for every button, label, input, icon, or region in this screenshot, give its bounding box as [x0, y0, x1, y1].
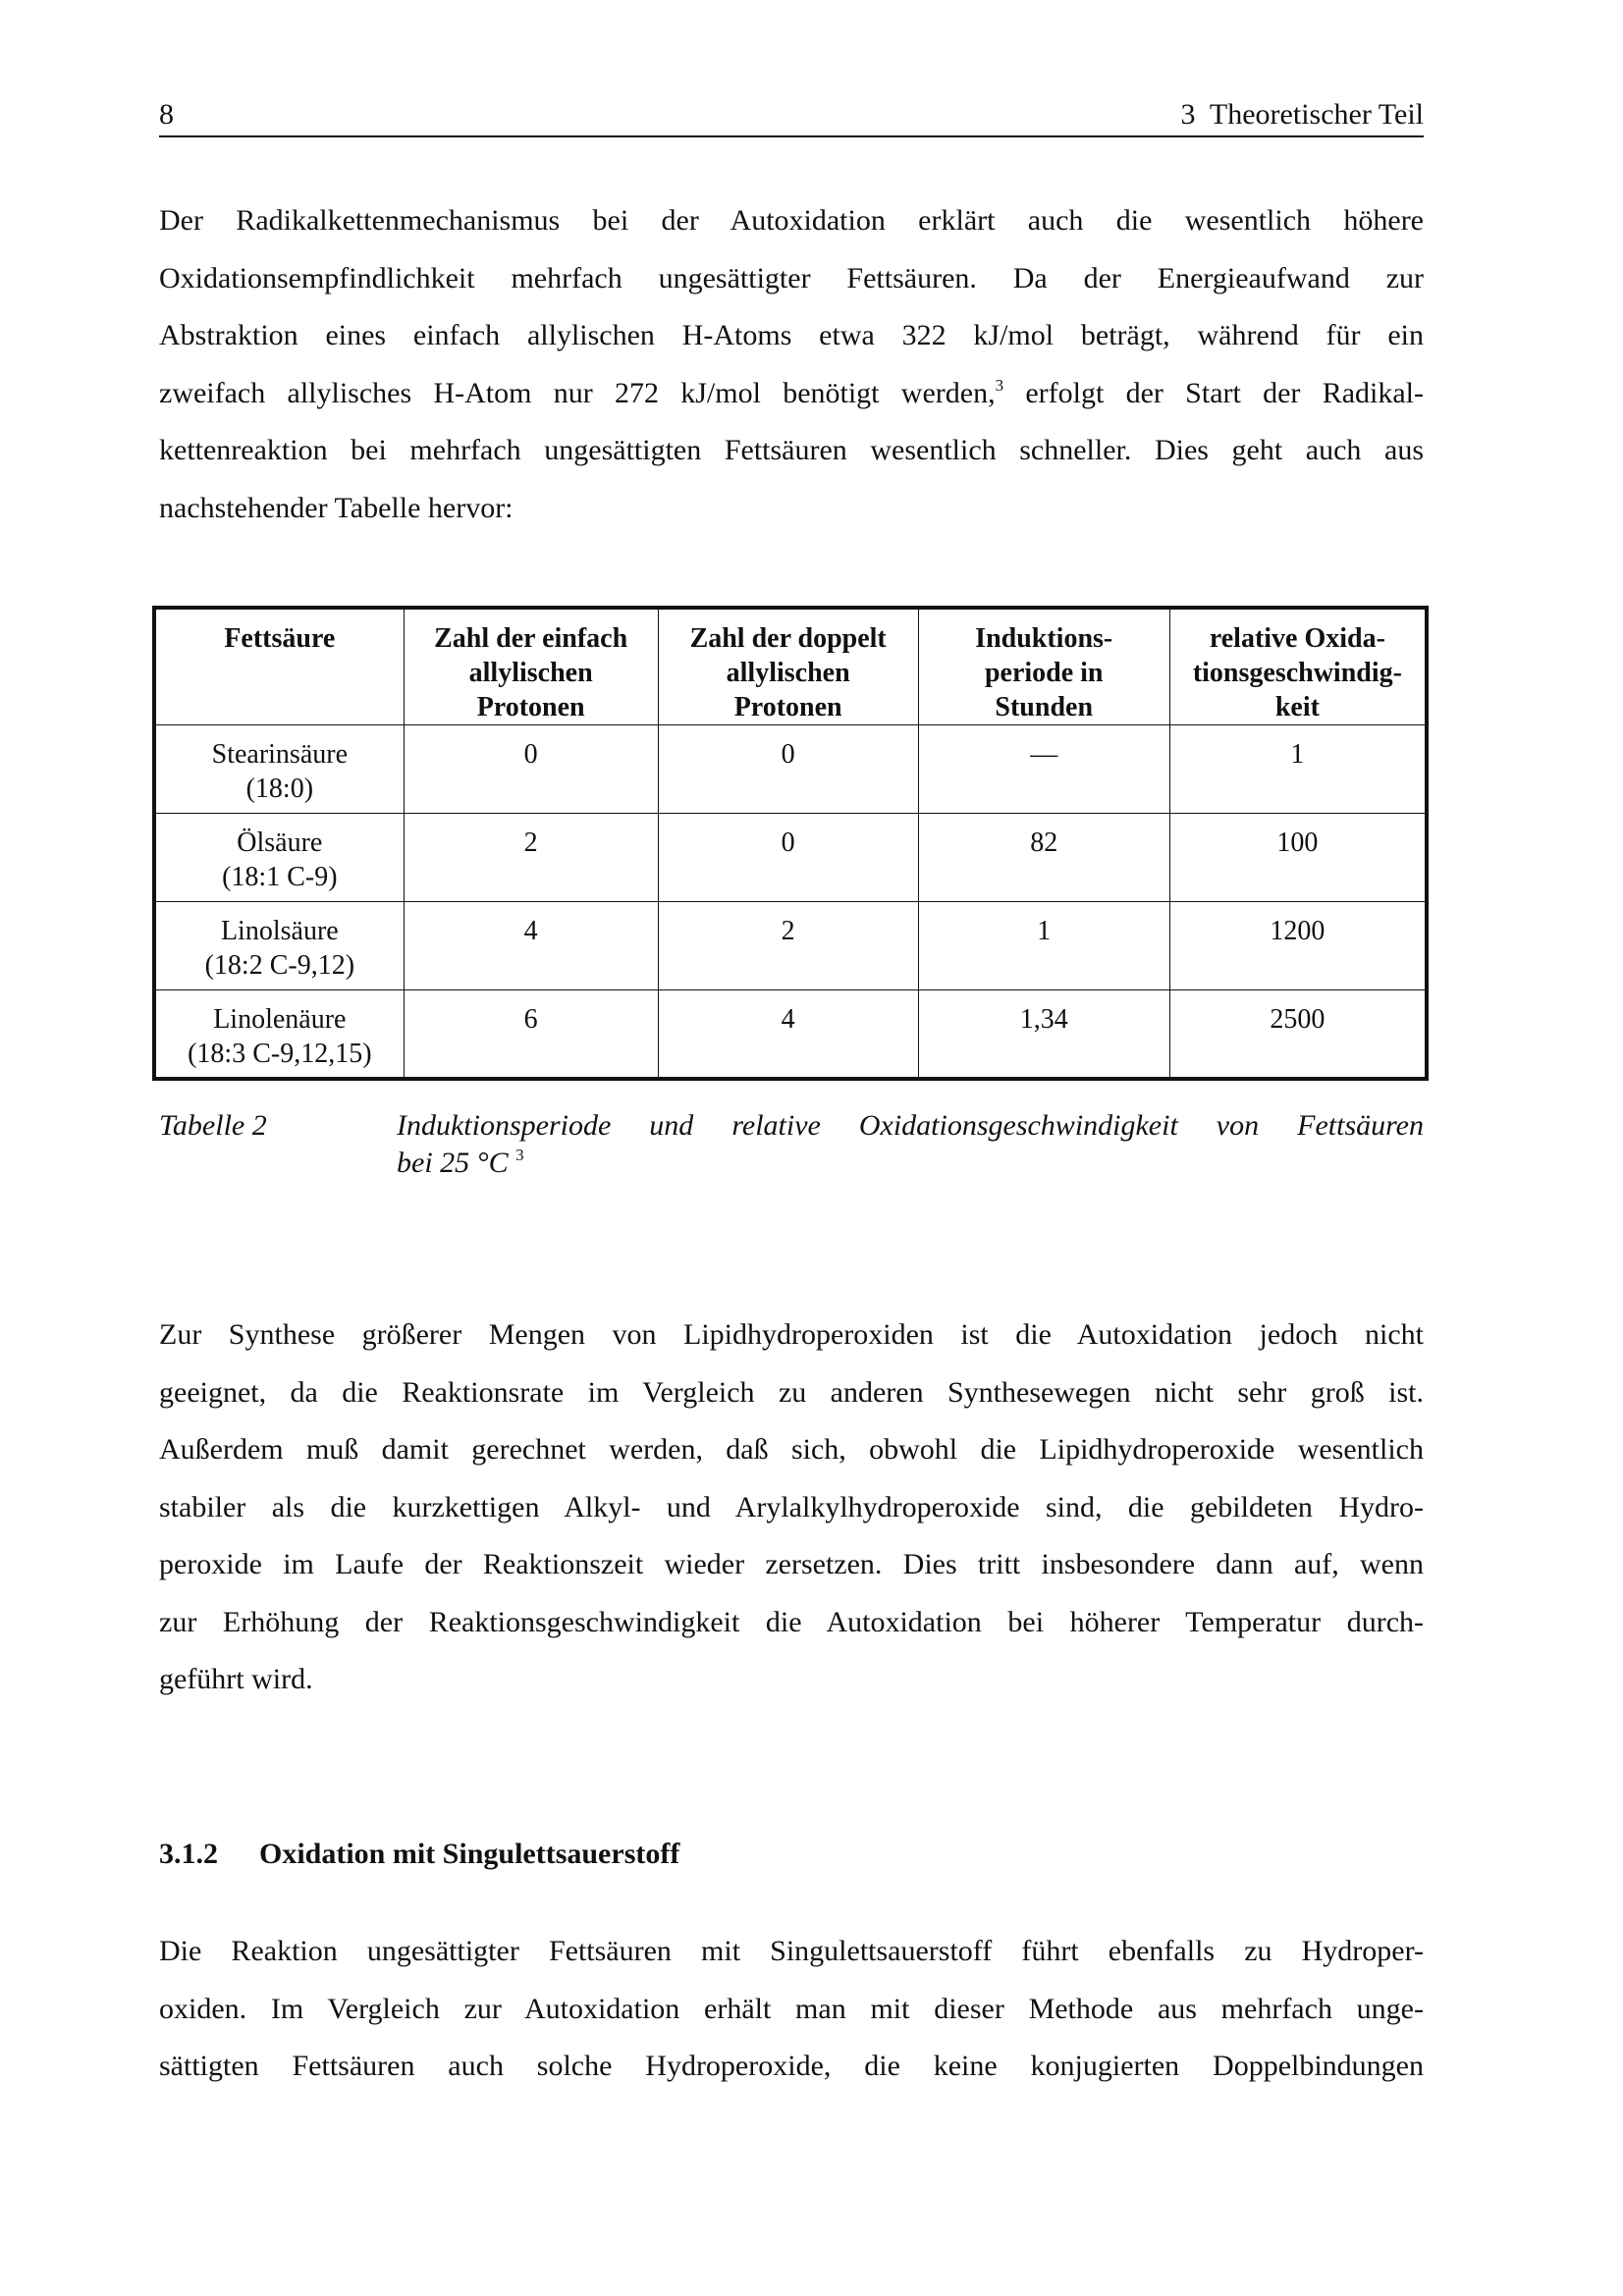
- section-title: Oxidation mit Singulettsauerstoff: [259, 1838, 680, 1870]
- column-header-einfach-allylisch: Zahl der einfach allylischen Protonen: [404, 608, 658, 725]
- table-row: [154, 725, 1427, 814]
- column-header-fettsaeure: Fettsäure: [154, 608, 404, 725]
- table-row: [154, 902, 1427, 990]
- cell-induktion: —: [918, 725, 1169, 814]
- footnote-reference: 3: [995, 375, 1004, 395]
- cell-fatty-acid: Ölsäure (18:1 C-9): [154, 814, 404, 902]
- chapter-title: 3 Theoretischer Teil: [1180, 98, 1424, 131]
- column-header-oxidationsgeschwindigkeit: relative Oxida- tionsgeschwindig- keit: [1169, 608, 1427, 725]
- cell-relativ: 1200: [1169, 902, 1427, 990]
- cell-relativ: 1: [1169, 725, 1427, 814]
- cell-einfach: 4: [404, 902, 658, 990]
- cell-einfach: 2: [404, 814, 658, 902]
- paragraph-synthesis: [159, 1307, 1424, 1709]
- paragraph-autoxidation: [159, 192, 1424, 537]
- column-header-doppelt-allylisch: Zahl der doppelt allylischen Protonen: [658, 608, 918, 725]
- cell-relativ: 2500: [1169, 990, 1427, 1079]
- cell-relativ: 100: [1169, 814, 1427, 902]
- column-header-induktionsperiode: Induktions- periode in Stunden: [918, 608, 1169, 725]
- text-line: Abstraktion eines einfach allylischen H-Atoms etwa 322 kJ/mol beträgt, während für ein: [159, 319, 1424, 351]
- text-line: Zur Synthese größerer Mengen von Lipidhydroperoxiden ist die Autoxidation jedoch nicht: [159, 1318, 1424, 1351]
- running-header: [159, 98, 1424, 137]
- table-header-row: [154, 608, 1427, 725]
- text-line: stabiler als die kurzkettigen Alkyl- und Arylalkylhydroperoxide sind, die gebildeten Hydro-: [159, 1490, 1424, 1523]
- text-line: [159, 365, 1424, 423]
- section-heading: [159, 1836, 679, 1873]
- fatty-acid-table: [152, 606, 1429, 1081]
- text-segment: erfolgt der Start der Radikal-: [1003, 376, 1424, 409]
- cell-doppelt: 0: [658, 814, 918, 902]
- cell-fatty-acid: Linolsäure (18:2 C-9,12): [154, 902, 404, 990]
- caption-label: Tabelle 2: [159, 1109, 267, 1142]
- page-number: 8: [159, 98, 174, 131]
- paragraph-singlet-oxygen: [159, 1923, 1424, 2096]
- text-line: Oxidationsempfindlichkeit mehrfach ungesättigter Fettsäuren. Da der Energieaufwand zur: [159, 261, 1424, 294]
- footnote-reference: 3: [515, 1146, 524, 1164]
- text-segment: zweifach allylisches H-Atom nur 272 kJ/mol benötigt werden,: [159, 376, 996, 409]
- cell-induktion: 1,34: [918, 990, 1169, 1079]
- text-line: Der Radikalkettenmechanismus bei der Autoxidation erklärt auch die wesentlich höhere: [159, 204, 1424, 237]
- cell-fatty-acid: Stearinsäure (18:0): [154, 725, 404, 814]
- text-line: Außerdem muß damit gerechnet werden, daß sich, obwohl die Lipidhydroperoxide wesentlich: [159, 1433, 1424, 1466]
- cell-doppelt: 0: [658, 725, 918, 814]
- text-line: oxiden. Im Vergleich zur Autoxidation erhält man mit dieser Methode aus mehrfach unge-: [159, 1992, 1424, 2025]
- caption-line: Induktionsperiode und relative Oxidationsgeschwindigkeit von Fettsäuren: [397, 1109, 1424, 1142]
- table-row: [154, 990, 1427, 1079]
- text-line: geführt wird.: [159, 1663, 313, 1695]
- section-number: 3.1.2: [159, 1838, 218, 1870]
- cell-induktion: 1: [918, 902, 1169, 990]
- cell-fatty-acid: Linolenäure (18:3 C-9,12,15): [154, 990, 404, 1079]
- cell-einfach: 6: [404, 990, 658, 1079]
- text-line: geeignet, da die Reaktionsrate im Vergleich zu anderen Synthesewegen nicht sehr groß ist.: [159, 1375, 1424, 1409]
- text-line: sättigten Fettsäuren auch solche Hydroperoxide, die keine konjugierten Doppelbindungen: [159, 2050, 1424, 2082]
- caption-text: [397, 1107, 1424, 1182]
- text-line: zur Erhöhung der Reaktionsgeschwindigkeit die Autoxidation bei höherer Temperatur durch-: [159, 1605, 1424, 1638]
- text-line: Die Reaktion ungesättigter Fettsäuren mit Singulettsauerstoff führt ebenfalls zu Hydroper-: [159, 1935, 1424, 1967]
- cell-einfach: 0: [404, 725, 658, 814]
- text-line: kettenreaktion bei mehrfach ungesättigten Fettsäuren wesentlich schneller. Dies geht auch aus: [159, 434, 1424, 466]
- text-line: nachstehender Tabelle hervor:: [159, 491, 514, 524]
- table-row: [154, 814, 1427, 902]
- text-line: peroxide im Laufe der Reaktionszeit wieder zersetzen. Dies tritt insbesondere dann auf, wenn: [159, 1548, 1424, 1580]
- caption-line: bei 25 °C $^3$: [397, 1146, 524, 1179]
- cell-doppelt: 2: [658, 902, 918, 990]
- cell-doppelt: 4: [658, 990, 918, 1079]
- cell-induktion: 82: [918, 814, 1169, 902]
